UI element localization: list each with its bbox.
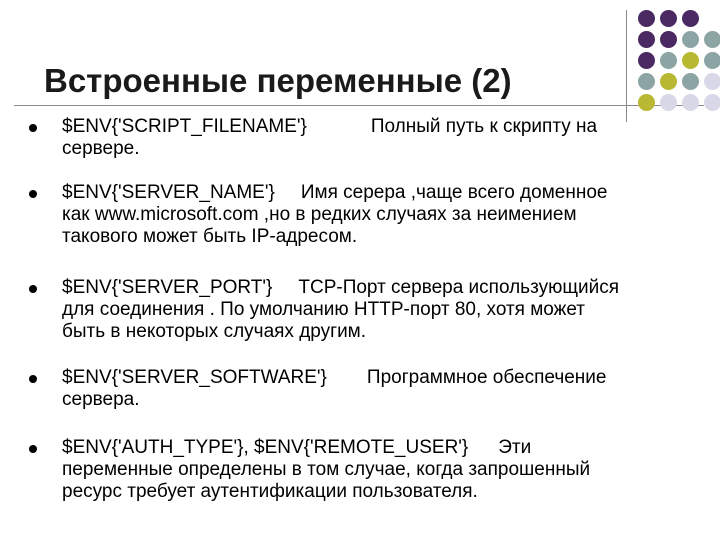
decor-dot xyxy=(704,31,720,48)
decor-dot xyxy=(682,10,699,27)
variable-name: $ENV{'AUTH_TYPE'}, $ENV{'REMOTE_USER'} xyxy=(62,437,469,458)
decor-dot xyxy=(682,31,699,48)
item-text-line1: TCP-Порт сервера использующийся xyxy=(298,277,619,298)
decor-dot xyxy=(638,31,655,48)
list-item xyxy=(62,277,702,343)
item-text-line1: Полный путь к скрипту на xyxy=(370,116,598,137)
item-text-line2: сервере. xyxy=(62,138,140,159)
item-text-line3: быть в некоторых случаях другим. xyxy=(62,321,367,342)
item-text-line3: ресурс требует аутентификации пользователя. xyxy=(62,481,478,502)
decor-dot xyxy=(638,52,655,69)
item-text-line3: такового может быть IP-адресом. xyxy=(62,226,358,247)
item-text-line2: сервера. xyxy=(62,389,140,410)
variable-name: $ENV{'SERVER_NAME'} xyxy=(62,182,275,203)
list-item xyxy=(62,367,702,411)
decor-dot xyxy=(704,73,720,90)
variable-name: $ENV{'SERVER_SOFTWARE'} xyxy=(62,367,327,388)
item-text-line1: Имя серера ,чаще всего доменное xyxy=(300,182,608,203)
decor-dot xyxy=(682,52,699,69)
decor-dot xyxy=(660,73,677,90)
decor-dot xyxy=(638,73,655,90)
variable-name: $ENV{'SCRIPT_FILENAME'} xyxy=(62,116,307,137)
item-text-line2: как www.microsoft.com ,но в редких случаях за неимением xyxy=(62,204,577,225)
item-text-line2: для соединения . По умолчанию HTTP-порт 80, хотя может xyxy=(62,299,586,320)
variable-name: $ENV{'SERVER_PORT'} xyxy=(62,277,273,298)
decor-dot xyxy=(660,94,677,111)
item-text-line2: переменные определены в том случае, когда запрошенный xyxy=(62,459,591,480)
decor-dot xyxy=(638,94,655,111)
decor-dot xyxy=(704,52,720,69)
list-item xyxy=(62,437,702,503)
item-text-line1: Эти xyxy=(498,437,532,458)
decor-dot xyxy=(660,31,677,48)
decor-dot xyxy=(638,10,655,27)
decor-dot xyxy=(682,94,699,111)
decor-dot xyxy=(660,52,677,69)
bullet-icon xyxy=(29,285,37,293)
bullet-icon xyxy=(29,445,37,453)
bullet-icon xyxy=(29,190,37,198)
decor-dot xyxy=(660,10,677,27)
list-item xyxy=(62,116,702,160)
item-text-line1: Программное обеспечение xyxy=(366,367,607,388)
bullet-icon xyxy=(29,375,37,383)
bullet-icon xyxy=(29,124,37,132)
slide-title: Встроенные переменные (2) xyxy=(44,62,512,99)
horizontal-divider xyxy=(14,105,704,106)
list-item xyxy=(62,182,702,248)
decor-dot xyxy=(682,73,699,90)
decor-dot xyxy=(704,94,720,111)
